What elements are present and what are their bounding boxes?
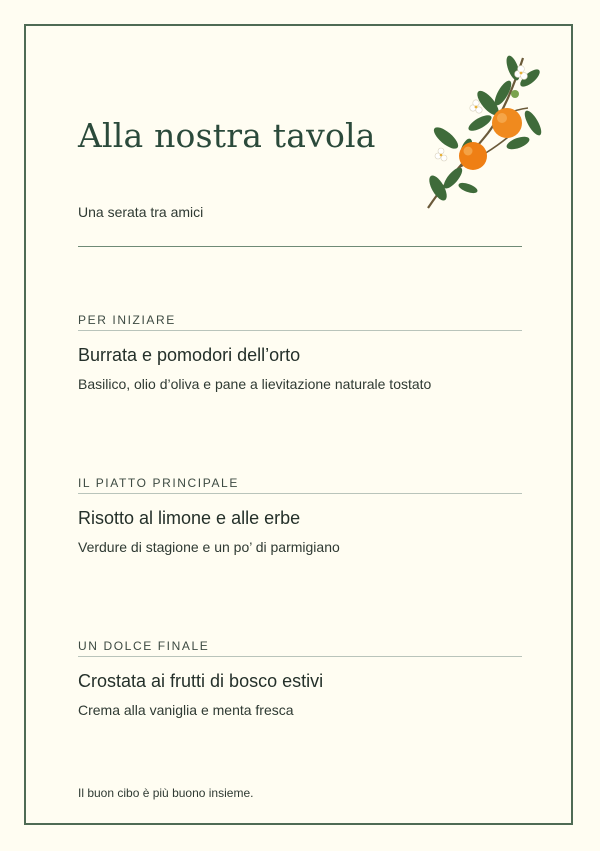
menu-title: Alla nostra tavola — [78, 116, 376, 155]
dish-name: Burrata e pomodori dell’orto — [78, 345, 301, 365]
course-starter — [78, 312, 522, 393]
course-main — [78, 475, 522, 556]
dish-description: Basilico, olio d’oliva e pane a lievitazione naturale tostato — [78, 376, 432, 392]
menu-subtitle: Una serata tra amici — [78, 204, 204, 220]
dish-description: Verdure di stagione e un po’ di parmigiano — [78, 539, 340, 555]
dish-name: Risotto al limone e alle erbe — [78, 508, 301, 528]
orange-branch-illustration — [418, 38, 548, 213]
section-label: UN DOLCE FINALE — [78, 638, 522, 657]
course-dessert — [78, 638, 522, 719]
dish-description: Crema alla vaniglia e menta fresca — [78, 702, 294, 718]
section-label: IL PIATTO PRINCIPALE — [78, 475, 522, 494]
menu-footer: Il buon cibo è più buono insieme. — [78, 786, 254, 800]
dish-name: Crostata ai frutti di bosco estivi — [78, 671, 324, 691]
section-label: PER INIZIARE — [78, 312, 522, 331]
divider — [78, 246, 522, 247]
